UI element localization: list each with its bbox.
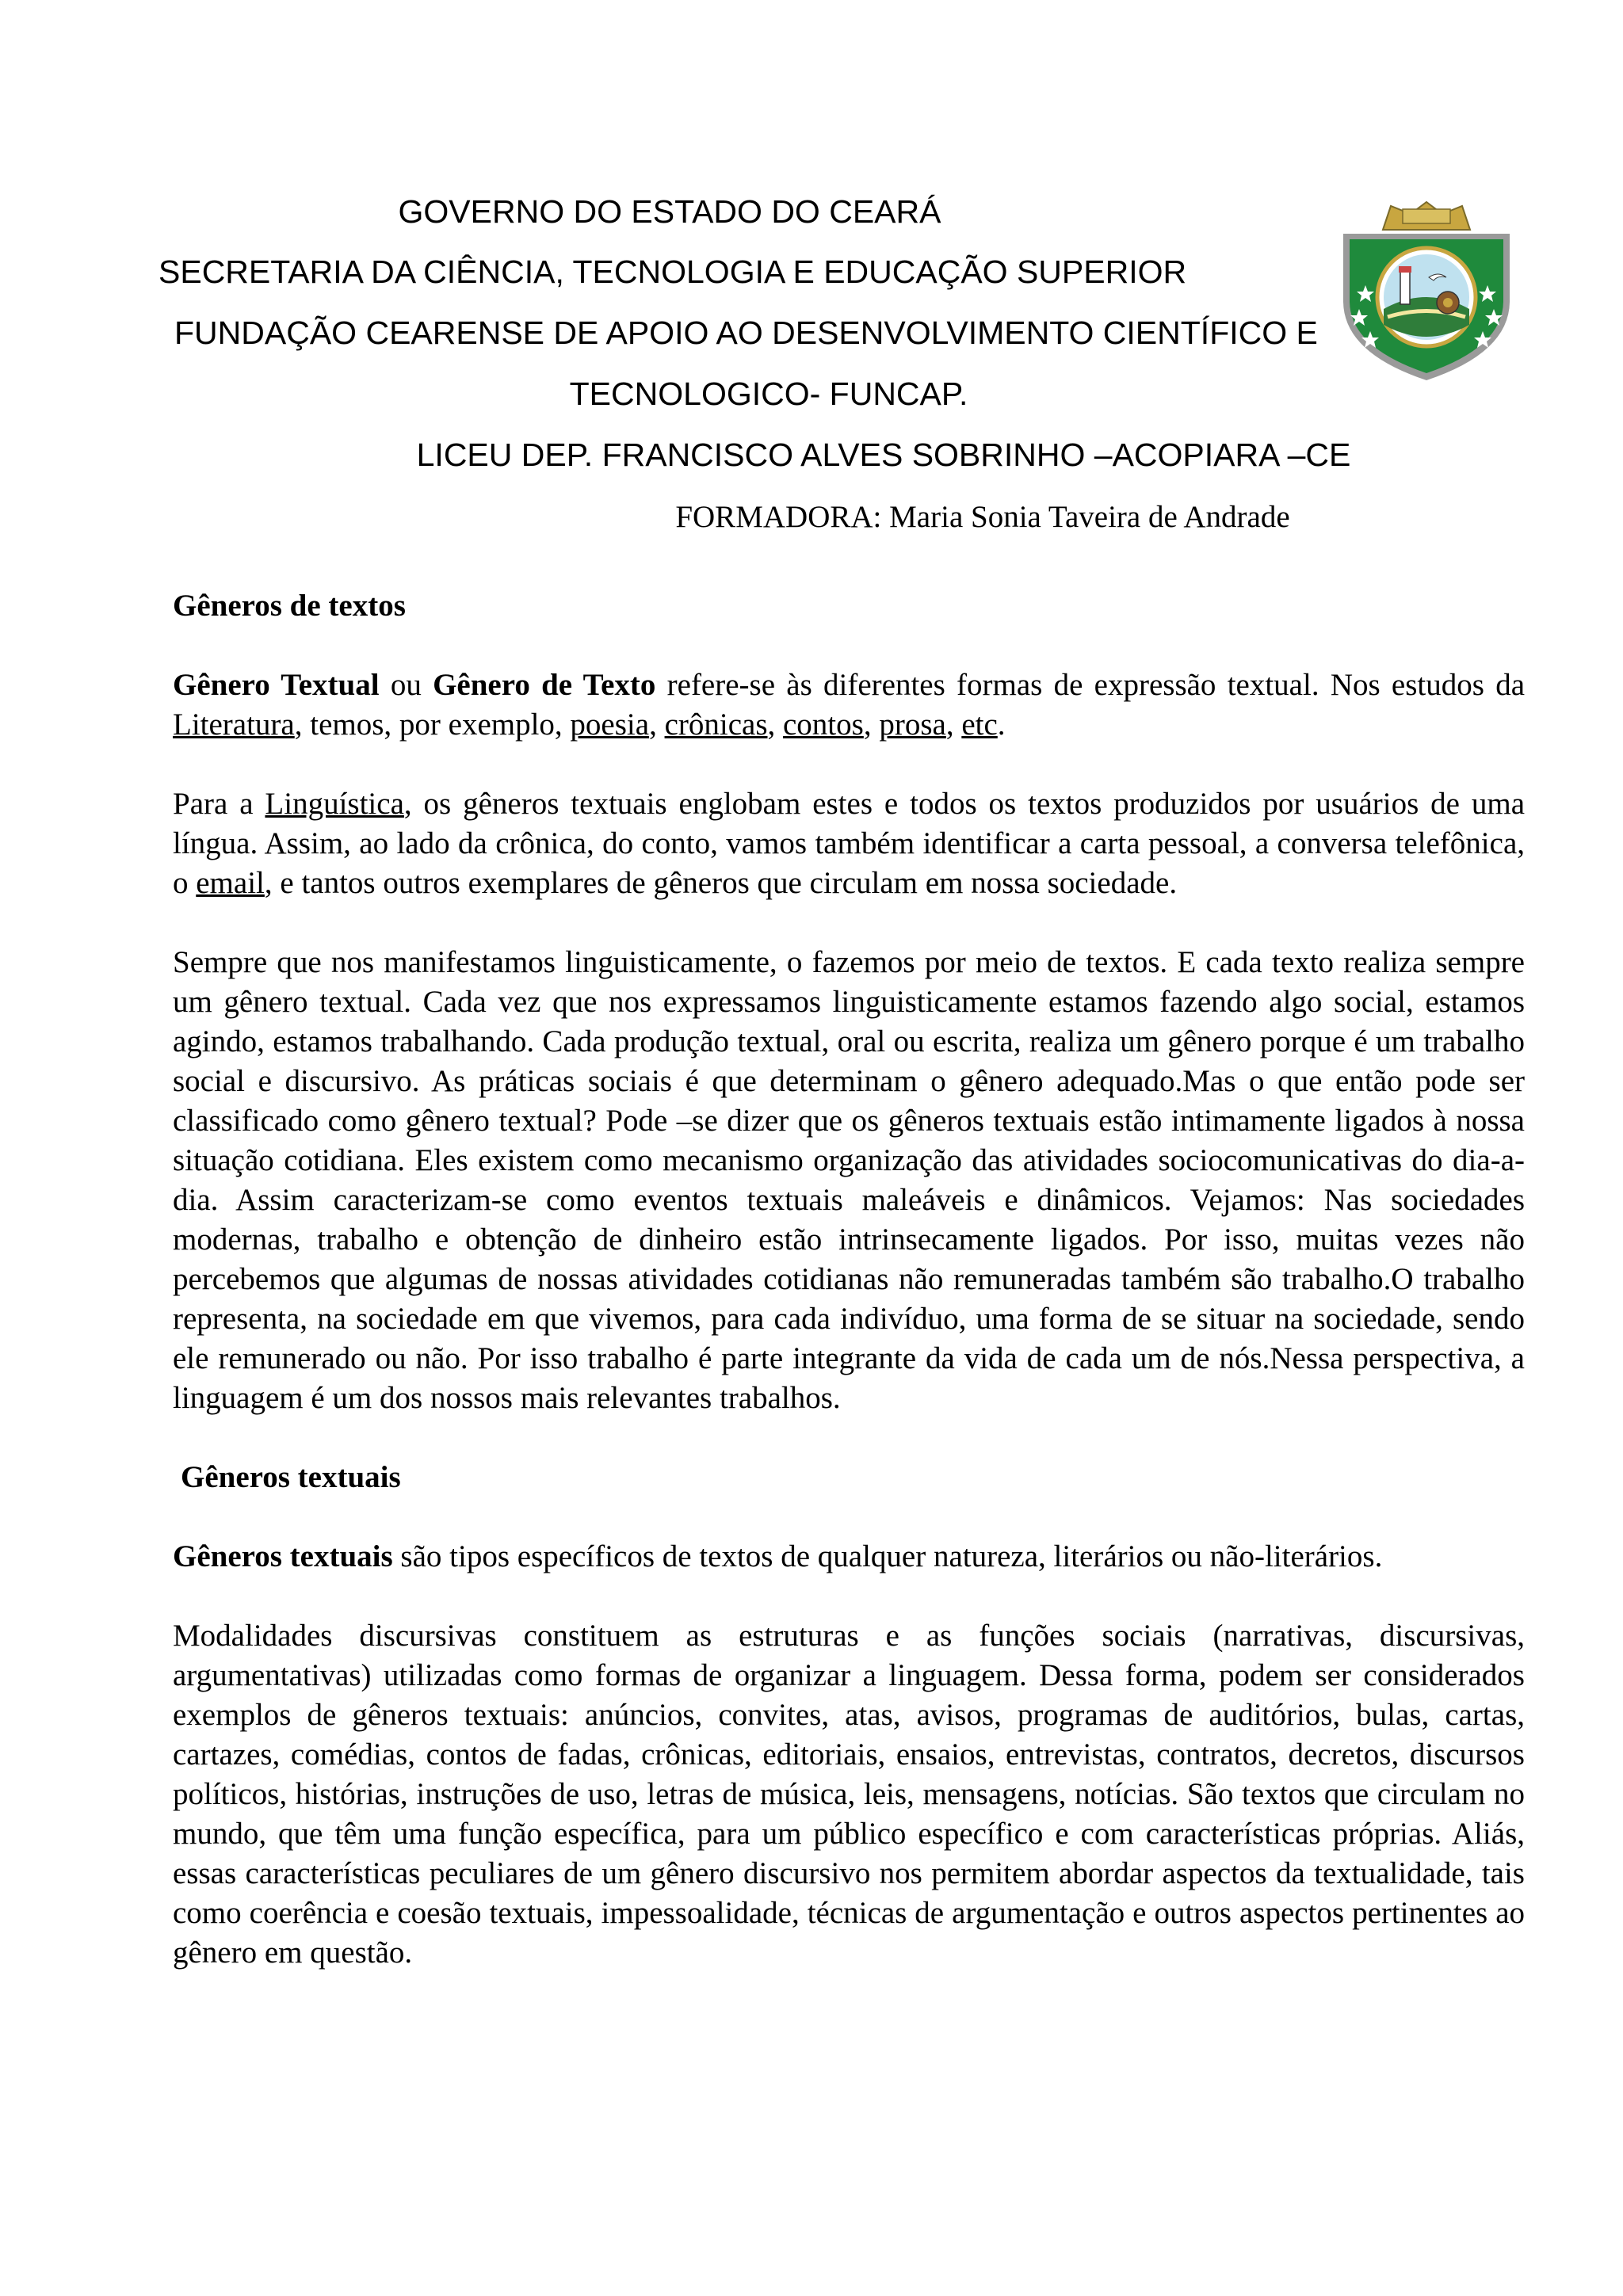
- paragraph-linguistica: [173, 784, 1525, 903]
- link-linguistica[interactable]: Linguística: [265, 787, 404, 821]
- text-run: , e tantos outros exemplares de gêneros que circulam em nossa sociedade.: [264, 866, 1178, 900]
- header-formadora: FORMADORA: Maria Sonia Taveira de Andrade: [675, 500, 1290, 534]
- text-run: ,: [945, 707, 962, 742]
- header-line-funcap: TECNOLOGICO- FUNCAP.: [569, 376, 968, 412]
- document-body: [173, 586, 1525, 2012]
- link-contos[interactable]: contos: [783, 707, 864, 742]
- text-run: ou: [379, 668, 433, 702]
- bold-term: Gênero Textual: [173, 668, 380, 702]
- paragraph-definition: [173, 666, 1525, 745]
- text-run: ,: [649, 707, 665, 742]
- link-literatura[interactable]: Literatura: [173, 707, 295, 742]
- paragraph-manifestacao: Sempre que nos manifestamos linguisticamente, o fazemos por meio de textos. E cada texto realiza sempre um gênero textual. Cada vez que nos expressamos linguisticamente estamos fazendo algo social, estamos agindo, estamos trabalhando. Cada produção textual, oral ou escrita, realiza um gênero porque é um trabalho social e discursivo. As práticas sociais é que determinam o gênero adequado.Mas o que então pode ser classificado como gênero textual? Pode –se dizer que os gêneros textuais estão intimamente ligados à nossa situação cotidiana. Eles existem como mecanismo organização das atividades sociocomunicativas do dia-a-dia. Assim caracterizam-se como eventos textuais maleáveis e dinâmicos. Vejamos: Nas sociedades modernas, trabalho e obtenção de dinheiro estão intrinsecamente ligados. Por isso, muitas vezes não percebemos que algumas de nossas atividades cotidianas não remuneradas também são trabalho.O trabalho representa, na sociedade em que vivemos, para cada indivíduo, uma forma de se situar na sociedade, sendo ele remunerado ou não. Por isso trabalho é parte integrante da vida de cada um de nós.Nessa perspectiva, a linguagem é um dos nossos mais relevantes trabalhos.: [173, 945, 1525, 1415]
- header-line-foundation: FUNDAÇÃO CEARENSE DE APOIO AO DESENVOLVIMENTO CIENTÍFICO E: [174, 315, 1318, 351]
- link-cronicas[interactable]: crônicas: [664, 707, 768, 742]
- paragraph-modalidades: Modalidades discursivas constituem as estruturas e as funções sociais (narrativas, discursivas, argumentativas) utilizadas como formas de organizar a linguagem. Dessa forma, podem ser considerados exemplos de gêneros textuais: anúncios, convites, atas, avisos, programas de auditórios, bulas, cartas, cartazes, comédias, contos de fadas, crônicas, editoriais, ensaios, entrevistas, contratos, decretos, discursos políticos, histórias, instruções de uso, letras de música, leis, mensagens, notícias. São textos que circulam no mundo, que têm uma função específica, para um público específico e com características próprias. Aliás, essas características peculiares de um gênero discursivo nos permitem abordar aspectos da textualidade, tais como coerência e coesão textuais, impessoalidade, técnicas de argumentação e outros aspectos pertinentes ao gênero em questão.: [173, 1619, 1525, 1970]
- text-run: refere-se às diferentes formas de expressão textual. Nos estudos da: [655, 668, 1525, 702]
- text-run: são tipos específicos de textos de qualquer natureza, literários ou não-literários.: [392, 1539, 1383, 1573]
- section-heading-generos-de-textos: Gêneros de textos: [173, 589, 406, 623]
- bold-term: Gêneros textuais: [173, 1539, 393, 1573]
- paragraph-generos-definition: [173, 1537, 1525, 1577]
- link-prosa[interactable]: prosa: [879, 707, 946, 742]
- link-email[interactable]: email: [196, 866, 265, 900]
- text-run: ,: [863, 707, 880, 742]
- bold-term: Gênero de Texto: [433, 668, 656, 702]
- header-line-government: GOVERNO DO ESTADO DO CEARÁ: [398, 193, 941, 230]
- text-run: Para a: [173, 787, 265, 821]
- link-poesia[interactable]: poesia: [570, 707, 650, 742]
- text-run: .: [997, 707, 1006, 742]
- text-run: ,: [767, 707, 783, 742]
- link-etc[interactable]: etc: [961, 707, 998, 742]
- ceara-coat-of-arms-icon: [1335, 198, 1518, 384]
- header-line-secretariat: SECRETARIA DA CIÊNCIA, TECNOLOGIA E EDUCAÇÃO SUPERIOR: [158, 254, 1187, 290]
- header-line-school: LICEU DEP. FRANCISCO ALVES SOBRINHO –ACOPIARA –CE: [416, 437, 1351, 473]
- text-run: , os gêneros textuais englobam estes e todos os textos produzidos por usuários de uma língua. Assim, ao lado da crônica, do conto, vamos também identificar a carta pessoal, a conversa telefônica, o: [173, 787, 1526, 900]
- text-run: , temos, por exemplo,: [294, 707, 571, 742]
- section-heading-generos-textuais: Gêneros textuais: [181, 1460, 401, 1494]
